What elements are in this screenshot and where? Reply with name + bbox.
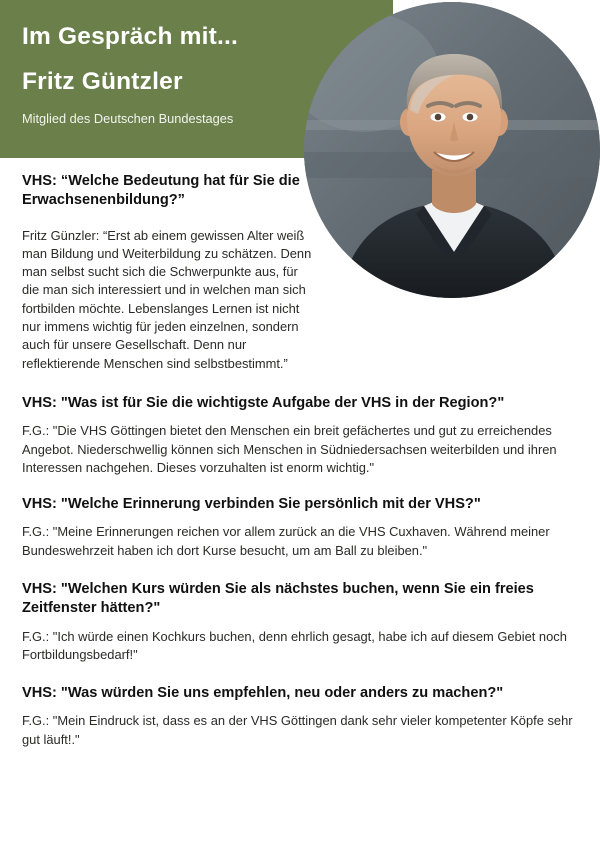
qa-block-4	[22, 580, 578, 664]
question-1: VHS: “Welche Bedeutung hat für Sie die Erwachsenenbildung?”	[22, 173, 300, 209]
answer-5: F.G.: "Mein Eindruck ist, dass es an der VHS Göttingen dank sehr vieler kompetenter Köpfe sehr gut läuft!."	[22, 713, 573, 747]
question-5: VHS: "Was würden Sie uns empfehlen, neu oder anders zu machen?"	[22, 685, 504, 702]
question-2: VHS: "Was ist für Sie die wichtigste Aufgabe der VHS in der Region?"	[22, 395, 505, 411]
page-subtitle: Mitglied des Deutschen Bundestages	[22, 111, 234, 127]
question-4: VHS: "Welchen Kurs würden Sie als nächstes buchen, wenn Sie ein freies Zeitfenster hätten?"	[22, 581, 534, 617]
qa-block-1	[22, 172, 578, 373]
qa-block-2	[22, 394, 578, 477]
page-title-line2: Fritz Güntzler	[22, 67, 183, 95]
qa-block-3	[22, 495, 578, 560]
answer-1: Fritz Günzler: “Erst ab einem gewissen Alter weiß man Bildung und Weiterbildung zu schätzen. Denn man selbst sucht sich die Schwerpunkte aus, für die man sich interessiert und in welchen man sich fortbilden möchte. Lebenslanges Lernen ist nicht nur immens wichtig für jeden einzelnen, sondern auch für unsere Gesellschaft. Denn nur reflektierende Menschen sind selbstbestimmt.”	[22, 227, 312, 371]
qa-block-5	[22, 684, 578, 749]
question-3: VHS: "Welche Erinnerung verbinden Sie persönlich mit der VHS?"	[22, 496, 481, 513]
page-title-line1: Im Gespräch mit...	[22, 23, 239, 50]
answer-3: F.G.: "Meine Erinnerungen reichen vor allem zurück an die VHS Cuxhaven. Während meiner Bundeswehrzeit haben ich dort Kurse besucht, um am Ball zu bleiben."	[22, 524, 550, 558]
answer-2: F.G.: "Die VHS Göttingen bietet den Menschen ein breit gefächertes und gut zu erreichendes Angebot. Niederschwellig können sich Menschen in Südniedersachsen weiterbilden und ihren Interessen nachgehen. Dieses vorzuhalten ist enorm wichtig."	[22, 423, 557, 475]
interview-content	[0, 158, 600, 749]
answer-4: F.G.: "Ich würde einen Kochkurs buchen, denn ehrlich gesagt, habe ich auf diesem Gebiet noch Fortbildungsbedarf!"	[22, 628, 567, 662]
